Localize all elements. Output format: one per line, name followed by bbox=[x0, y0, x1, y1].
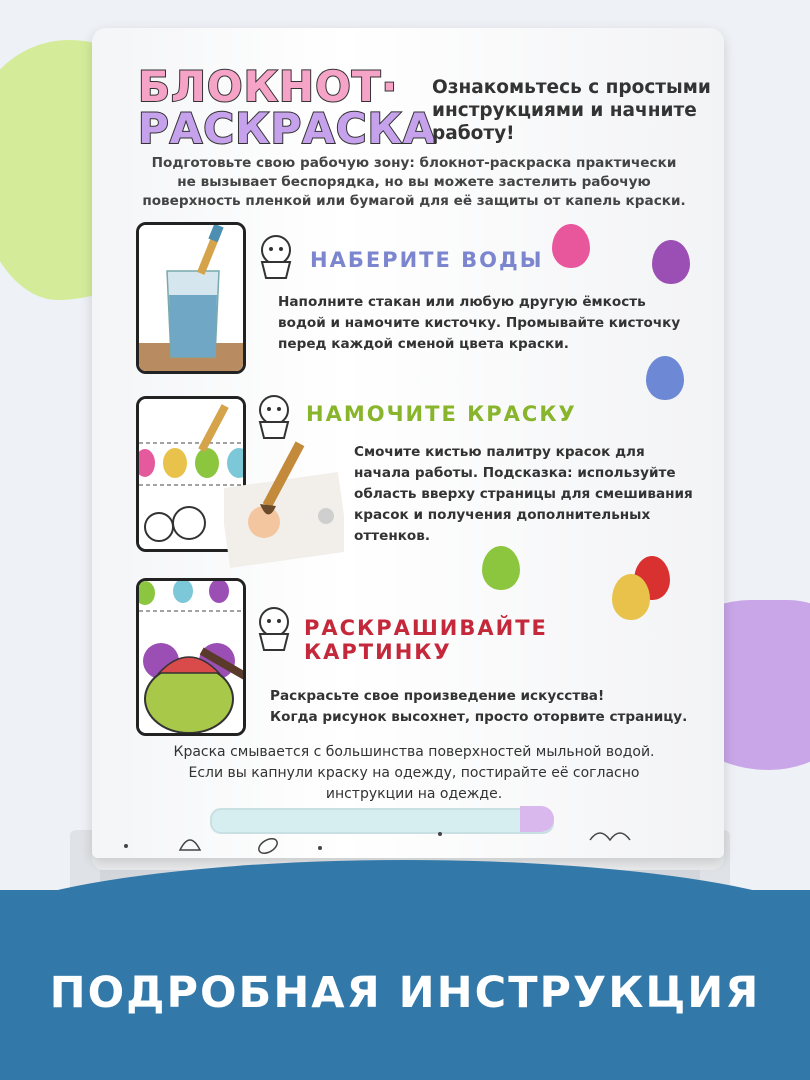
title-line-2: РАСКРАСКА bbox=[138, 104, 437, 153]
balloon-yellow bbox=[612, 574, 650, 620]
washing-note: Краска смывается с большинства поверхностей мыльной водой. Если вы капнули краску на одежду, постирайте её согласно инструкции на одежде. bbox=[173, 744, 655, 802]
step1-heading: НАБЕРИТЕ ВОДЫ bbox=[310, 248, 544, 272]
preparation-text: Подготовьте свою рабочую зону: блокнот-раскраска практически не вызывает беспорядка, но вы можете застелить рабочую поверхность пленкой или бумагой для её защиты от капель краски. bbox=[142, 155, 686, 209]
balloon-blue bbox=[646, 356, 684, 400]
step3-heading-line1: РАСКРАШИВАЙТЕ bbox=[304, 616, 548, 640]
balloon-pink bbox=[552, 224, 590, 268]
cupcake-mascot-icon bbox=[254, 232, 298, 280]
cupcake-mascot-icon bbox=[252, 604, 296, 652]
title-line-1: БЛОКНОТ· bbox=[138, 62, 399, 111]
step3-heading-line2: КАРТИНКУ bbox=[304, 640, 452, 664]
balloon-green bbox=[482, 546, 520, 590]
step1-image bbox=[136, 222, 246, 374]
banner-title: ПОДРОБНАЯ ИНСТРУКЦИЯ bbox=[49, 968, 761, 1018]
step2-text: Смочите кистью палитру красок для начала работы. Подсказка: используйте область вверху страницы для смешивания красок и получения дополнительных оттенков. bbox=[354, 444, 693, 544]
cupcake-mascot-icon bbox=[252, 392, 296, 440]
step3-text: Раскрасьте свое произведение искусства! Когда рисунок высохнет, просто оторвите страницу. bbox=[270, 688, 688, 725]
intro-text: Ознакомьтесь с простыми инструкциями и начните работу! bbox=[432, 77, 711, 144]
step1-text: Наполните стакан или любую другую ёмкость водой и намочите кисточку. Промывайте кисточку перед каждой сменой цвета краски. bbox=[278, 294, 681, 352]
balloon-purple bbox=[652, 240, 690, 284]
page-doodles bbox=[110, 820, 710, 860]
step3-image bbox=[136, 578, 246, 736]
step2-brush-image bbox=[224, 440, 344, 570]
step2-heading: НАМОЧИТЕ КРАСКУ bbox=[306, 402, 577, 426]
